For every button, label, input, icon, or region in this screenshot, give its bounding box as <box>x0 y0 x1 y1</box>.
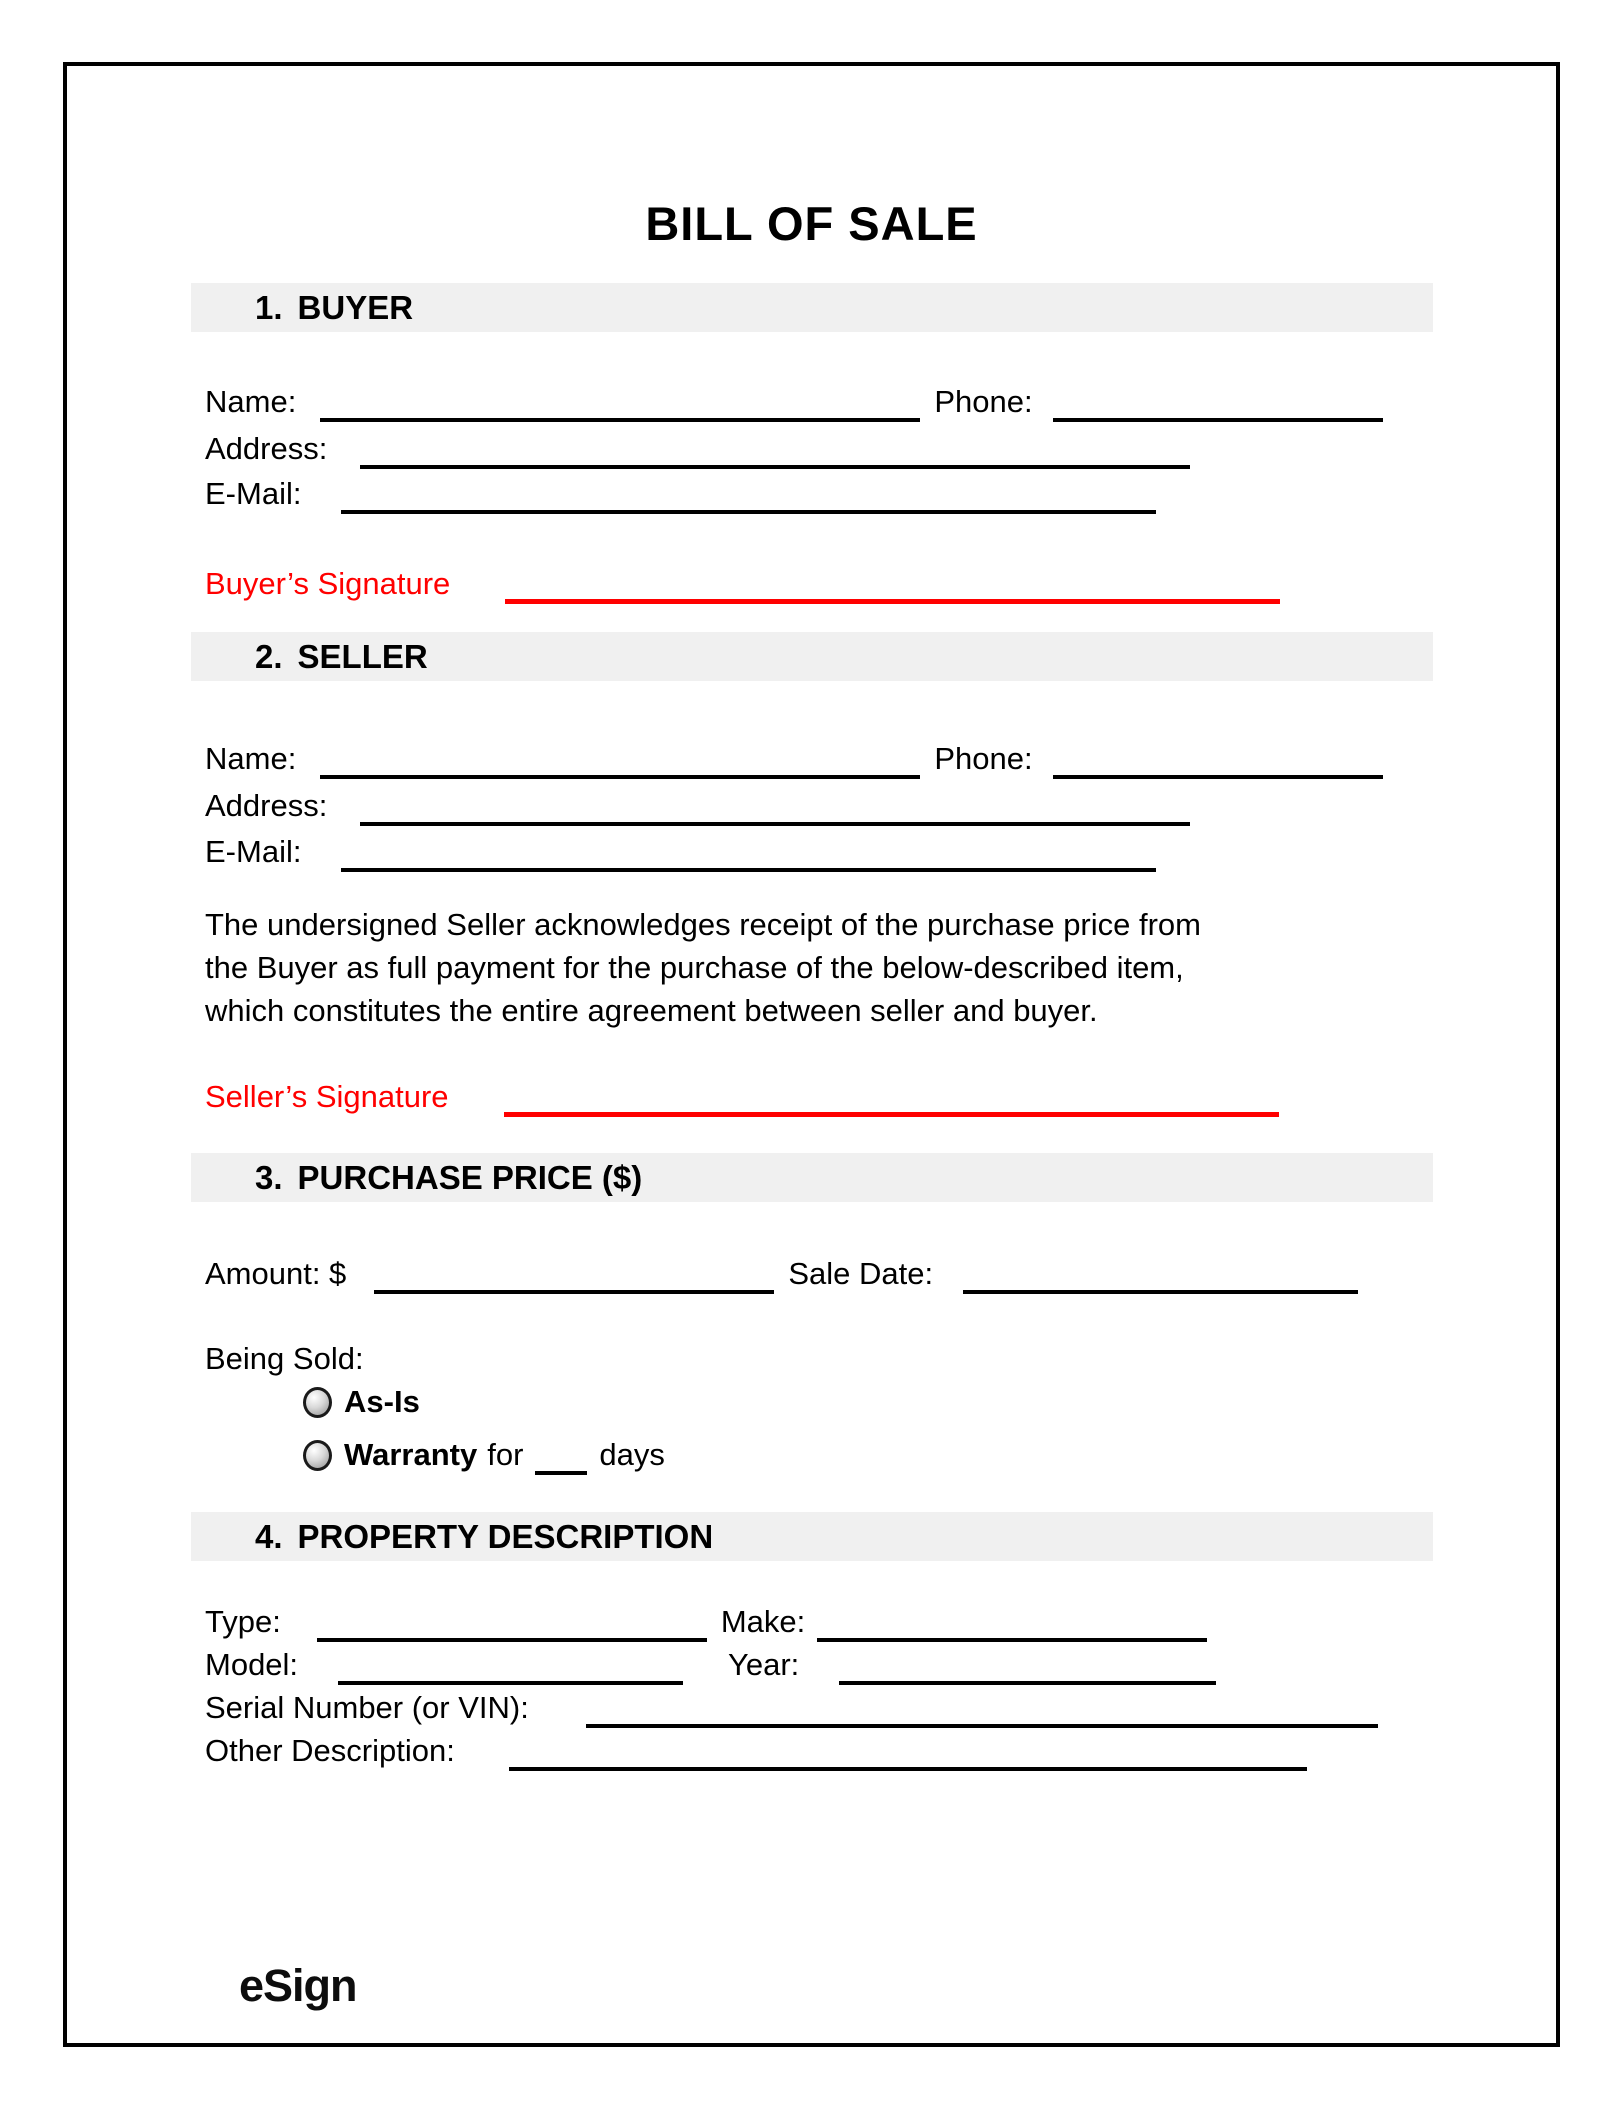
seller-address-row <box>205 787 1190 826</box>
seller-address-input-line[interactable] <box>360 794 1190 826</box>
other-description-label: Other Description: <box>205 1733 455 1768</box>
buyer-phone-label: Phone: <box>934 384 1033 419</box>
page-title: BILL OF SALE <box>645 197 978 250</box>
serial-number-input-line[interactable] <box>586 1696 1378 1728</box>
model-year-row <box>205 1646 1216 1685</box>
purchase-price-section-title: PURCHASE PRICE ($) <box>297 1159 643 1196</box>
buyer-signature-row <box>205 565 1280 604</box>
purchase-price-section-number: 3. <box>255 1159 283 1196</box>
buyer-name-row <box>205 383 1383 422</box>
property-section-number: 4. <box>255 1518 283 1555</box>
amount-row <box>205 1255 1358 1294</box>
type-input-line[interactable] <box>317 1610 707 1642</box>
sale-date-label: Sale Date: <box>788 1256 934 1291</box>
esign-logo: eSign <box>239 1960 357 2011</box>
buyer-signature-label: Buyer’s Signature <box>205 566 451 601</box>
seller-signature-row <box>205 1078 1279 1117</box>
seller-section-title: SELLER <box>297 638 428 675</box>
buyer-section-title: BUYER <box>297 289 414 326</box>
year-label: Year: <box>728 1647 800 1682</box>
model-input-line[interactable] <box>338 1653 683 1685</box>
buyer-section-number: 1. <box>255 289 283 326</box>
buyer-name-input-line[interactable] <box>320 390 920 422</box>
year-input-line[interactable] <box>839 1653 1216 1685</box>
acknowledgment-line: the Buyer as full payment for the purchase of the below-described item, <box>205 950 1184 985</box>
type-label: Type: <box>205 1604 281 1639</box>
seller-signature-line[interactable] <box>504 1084 1279 1117</box>
acknowledgment-line: which constitutes the entire agreement between seller and buyer. <box>205 993 1098 1028</box>
seller-email-input-line[interactable] <box>341 840 1156 872</box>
bill-of-sale-page <box>63 62 1560 2047</box>
warranty-radio[interactable] <box>303 1440 332 1471</box>
seller-phone-label: Phone: <box>934 741 1033 776</box>
being-sold-label: Being Sold: <box>205 1341 364 1376</box>
warranty-days-text: days <box>599 1437 665 1472</box>
being-sold-row <box>205 1340 364 1378</box>
seller-address-label: Address: <box>205 788 328 823</box>
buyer-email-input-line[interactable] <box>341 482 1156 514</box>
seller-acknowledgment <box>205 903 1201 1032</box>
seller-name-row <box>205 740 1383 779</box>
other-description-input-line[interactable] <box>509 1739 1307 1771</box>
warranty-option-row <box>205 1436 665 1475</box>
sale-date-input-line[interactable] <box>963 1262 1358 1294</box>
amount-input-line[interactable] <box>374 1262 774 1294</box>
other-description-row <box>205 1732 1307 1771</box>
seller-name-input-line[interactable] <box>320 747 920 779</box>
seller-phone-input-line[interactable] <box>1053 747 1383 779</box>
as-is-radio[interactable] <box>303 1387 332 1418</box>
section-header-property <box>191 1512 1433 1561</box>
type-make-row <box>205 1603 1207 1642</box>
buyer-name-label: Name: <box>205 384 297 419</box>
model-label: Model: <box>205 1647 299 1682</box>
property-section-title: PROPERTY DESCRIPTION <box>297 1518 714 1555</box>
buyer-signature-line[interactable] <box>505 571 1280 604</box>
buyer-address-label: Address: <box>205 431 328 466</box>
section-header-seller <box>191 632 1433 681</box>
as-is-option-label: As-Is <box>344 1384 420 1419</box>
buyer-address-row <box>205 430 1190 469</box>
make-label: Make: <box>720 1604 806 1639</box>
seller-signature-label: Seller’s Signature <box>205 1079 449 1114</box>
seller-email-label: E-Mail: <box>205 834 302 869</box>
amount-label: Amount: $ <box>205 1256 347 1291</box>
buyer-address-input-line[interactable] <box>360 437 1190 469</box>
seller-email-row <box>205 833 1156 872</box>
as-is-option-row <box>205 1383 420 1421</box>
serial-number-row <box>205 1689 1378 1728</box>
seller-section-number: 2. <box>255 638 283 675</box>
buyer-email-label: E-Mail: <box>205 476 302 511</box>
buyer-email-row <box>205 475 1156 514</box>
acknowledgment-line: The undersigned Seller acknowledges receipt of the purchase price from <box>205 907 1201 942</box>
seller-name-label: Name: <box>205 741 297 776</box>
buyer-phone-input-line[interactable] <box>1053 390 1383 422</box>
warranty-days-input-line[interactable] <box>535 1443 587 1475</box>
warranty-option-label: Warranty <box>344 1437 478 1472</box>
make-input-line[interactable] <box>817 1610 1207 1642</box>
serial-number-label: Serial Number (or VIN): <box>205 1690 529 1725</box>
section-header-buyer <box>191 283 1433 332</box>
section-header-purchase-price <box>191 1153 1433 1202</box>
warranty-for-text: for <box>487 1437 524 1472</box>
